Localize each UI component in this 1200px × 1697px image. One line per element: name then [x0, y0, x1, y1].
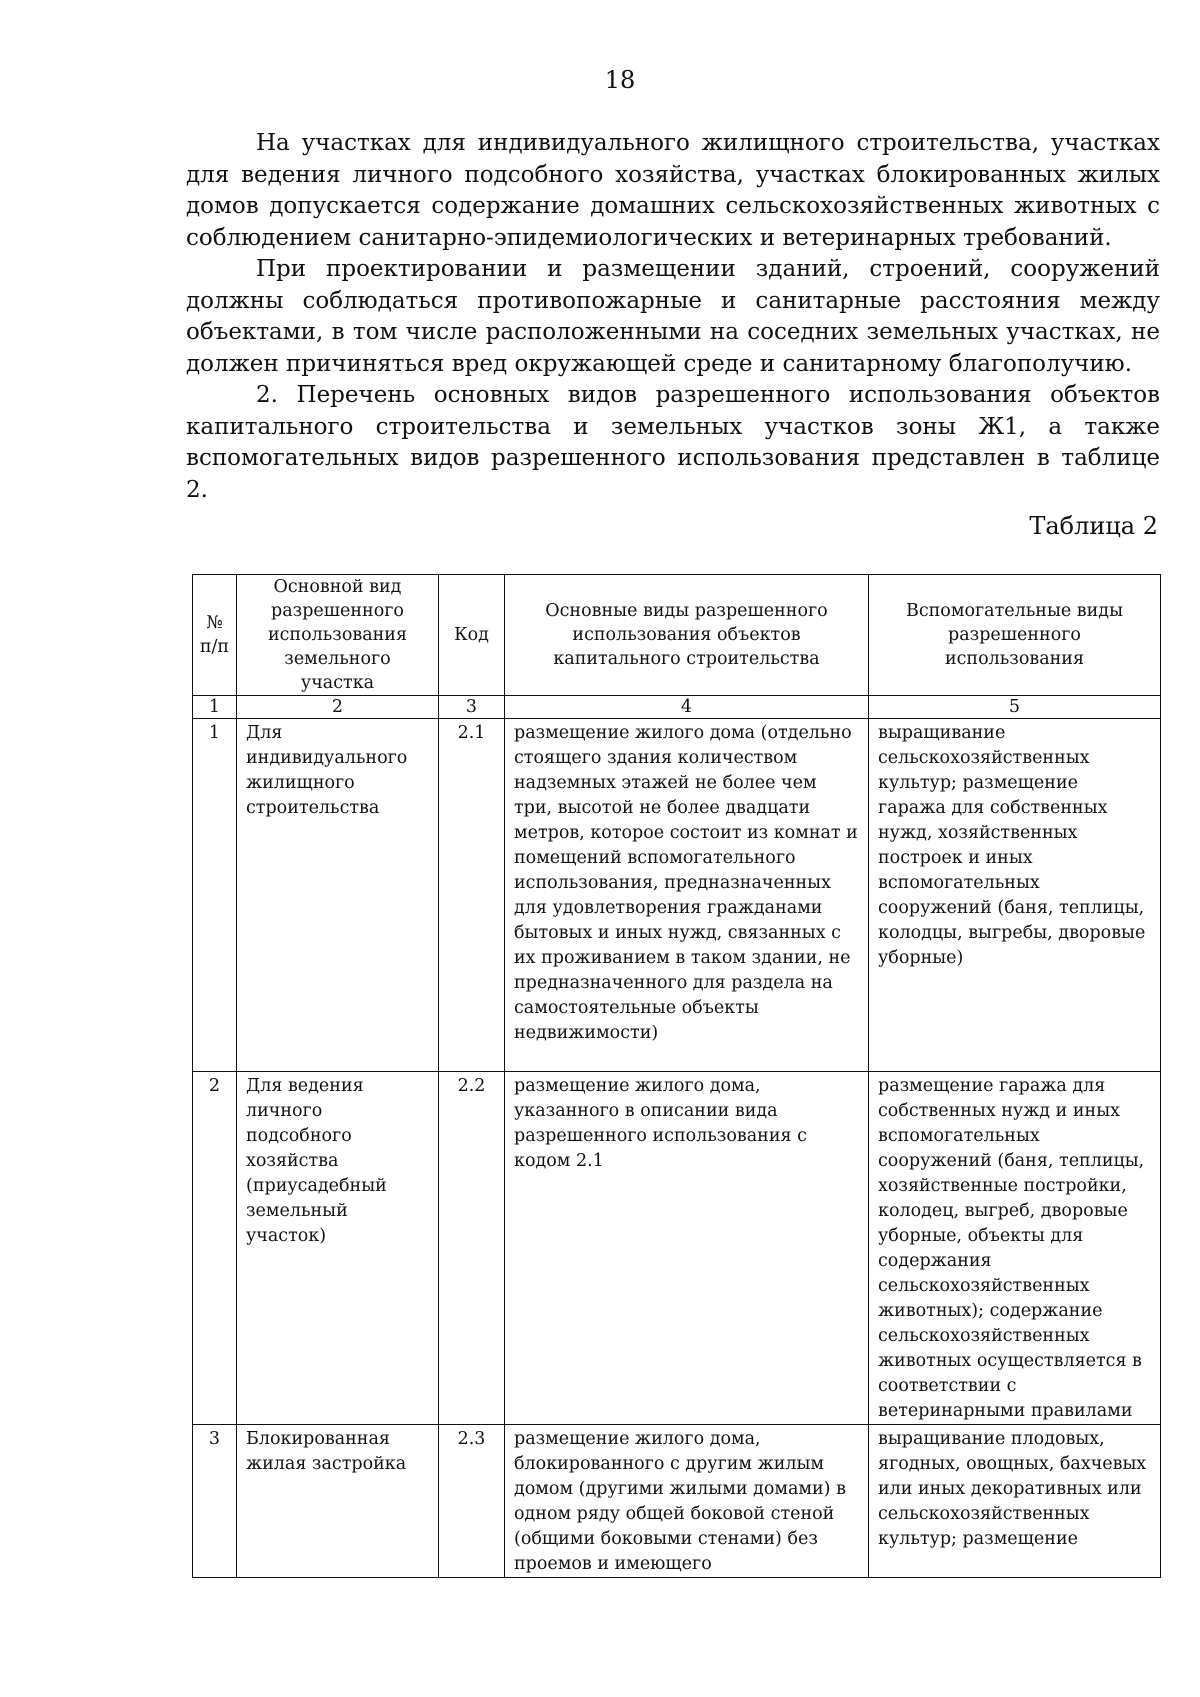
row-number: 3: [193, 1425, 237, 1578]
use-code: 2.2: [439, 1072, 505, 1425]
column-number: 5: [869, 696, 1161, 719]
paragraph-2: При проектировании и размещении зданий, строений, сооружений должны соблюдаться противопожарные и санитарные расстояния между объектами, в том числе расположенными на соседних земельных участках, не должен причиняться вред окружающей среде и санитарному благополучию.: [186, 256, 1160, 377]
land-use-table: [192, 574, 1161, 1578]
land-use-type: Для ведения личного подсобного хозяйства (приусадебный земельный участок): [237, 1072, 439, 1425]
body-text: [186, 128, 1160, 506]
header-land-use-type: Основной вид разрешенного использования земельного участка: [237, 575, 439, 696]
table-row: [193, 1072, 1161, 1425]
header-aux-uses: Вспомогательные виды разрешенного использования: [869, 575, 1161, 696]
table-caption: Таблица 2: [1029, 512, 1158, 540]
aux-use-description: выращивание плодовых, ягодных, овощных, бахчевых или иных декоративных или сельскохозяйственных культур; размещение: [869, 1425, 1161, 1578]
table-header-row: [193, 575, 1161, 696]
land-use-type: Блокированная жилая застройка: [237, 1425, 439, 1578]
use-code: 2.3: [439, 1425, 505, 1578]
column-number: 3: [439, 696, 505, 719]
column-number-row: [193, 696, 1161, 719]
table-row: [193, 719, 1161, 1072]
header-code: Код: [439, 575, 505, 696]
table-row: [193, 1425, 1161, 1578]
column-number: 4: [505, 696, 869, 719]
header-main-uses: Основные виды разрешенного использования объектов капитального строительства: [505, 575, 869, 696]
paragraph-3: 2. Перечень основных видов разрешенного использования объектов капитального строительства и земельных участков зоны Ж1, а также вспомогательных видов разрешенного использования представлен в таблице 2.: [186, 382, 1160, 503]
paragraph-1: На участках для индивидуального жилищного строительства, участках для ведения личного подсобного хозяйства, участках блокированных жилых домов допускается содержание домашних сельскохозяйственных животных с соблюдением санитарно-эпидемиологических и ветеринарных требований.: [186, 130, 1160, 251]
row-number: 1: [193, 719, 237, 1072]
use-code: 2.1: [439, 719, 505, 1072]
row-number: 2: [193, 1072, 237, 1425]
land-use-type: Для индивидуального жилищного строительства: [237, 719, 439, 1072]
aux-use-description: размещение гаража для собственных нужд и иных вспомогательных сооружений (баня, теплицы, хозяйственные постройки, колодец, выгреб, дворовые уборные, объекты для содержания сельскохозяйственных животных); содержание сельскохозяйственных животных осуществляется в соответствии с ветеринарными правилами: [869, 1072, 1161, 1425]
main-use-description: размещение жилого дома, указанного в описании вида разрешенного использования с кодом 2.1: [505, 1072, 869, 1425]
main-use-description: размещение жилого дома (отдельно стоящего здания количеством надземных этажей не более чем три, высотой не более двадцати метров, которое состоит из комнат и помещений вспомогательного использования, предназначенных для удовлетворения гражданами бытовых и иных нужд, связанных с их проживанием в таком здании, не предназначенного для раздела на самостоятельные объекты недвижимости): [505, 719, 869, 1072]
main-use-description: размещение жилого дома, блокированного с другим жилым домом (другими жилыми домами) в одном ряду общей боковой стеной (общими боковыми стенами) без проемов и имеющего: [505, 1425, 869, 1578]
column-number: 2: [237, 696, 439, 719]
header-num: № п/п: [193, 575, 237, 696]
aux-use-description: выращивание сельскохозяйственных культур; размещение гаража для собственных нужд, хозяйственных построек и иных вспомогательных сооружений (баня, теплицы, колодцы, выгребы, дворовые уборные): [869, 719, 1161, 1072]
column-number: 1: [193, 696, 237, 719]
page-number: 18: [604, 66, 636, 94]
